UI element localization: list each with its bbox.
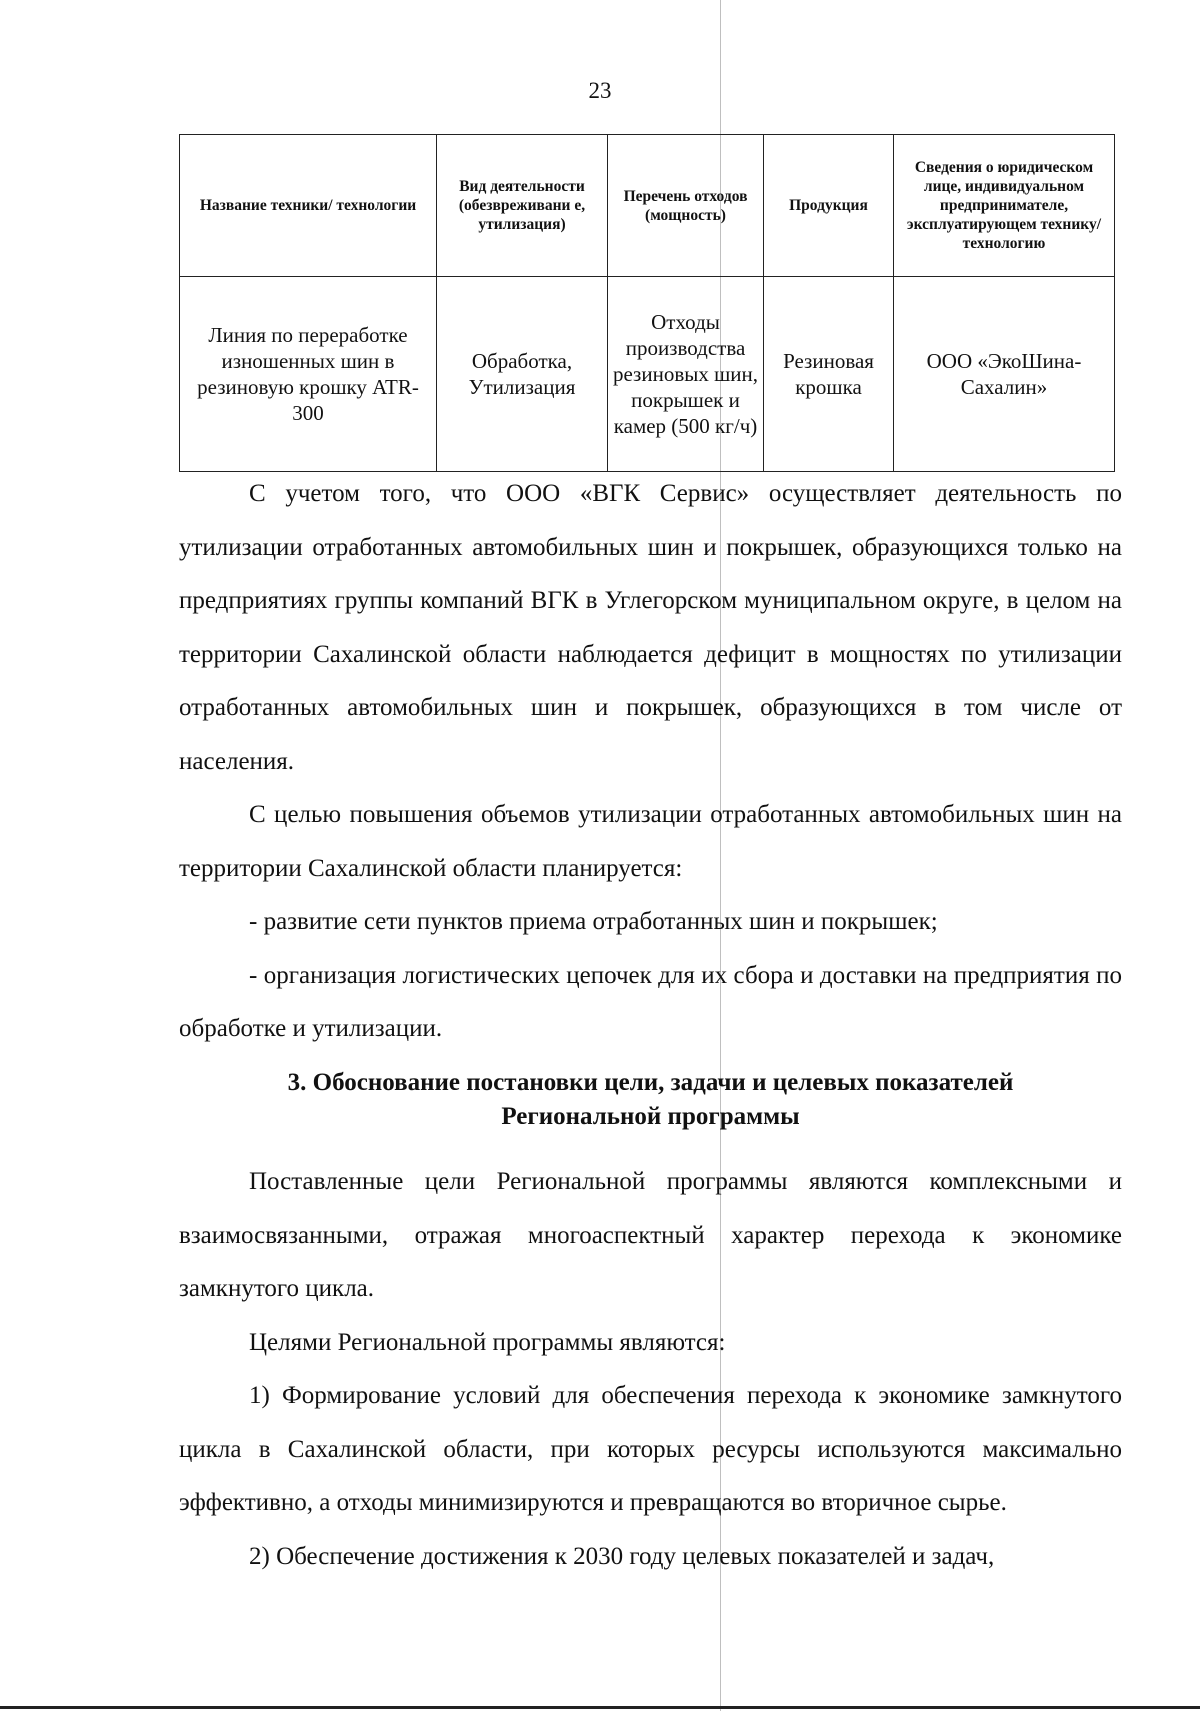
technology-table — [179, 134, 1115, 472]
body-text-section-1 — [179, 467, 1122, 1056]
header-technology-name: Название техники/ технологии — [180, 135, 437, 277]
paragraph-tire-deficit: С учетом того, что ООО «ВГК Сервис» осуществляет деятельность по утилизации отработанных автомобильных шин и покрышек, образующихся только на предприятиях группы компаний ВГК в Углегорском муниципальном округе, в целом на территории Сахалинской области наблюдается дефицит в мощностях по утилизации отработанных автомобильных шин и покрышек, образующихся в том числе от населения. — [179, 480, 1122, 775]
paragraph-goal-1: 1) Формирование условий для обеспечения перехода к экономике замкнутого цикла в Сахалинской области, при которых ресурсы используются максимально эффективно, а отходы минимизируются и превращаются во вторичное сырье. — [179, 1382, 1122, 1516]
list-item-logistics-chains: - организация логистических цепочек для их сбора и доставки на предприятия по обработке и утилизации. — [179, 961, 1122, 1042]
cell-activity-type: Обработка, Утилизация — [437, 277, 608, 472]
section-heading-line-1: 3. Обоснование постановки цели, задачи и целевых показателей — [287, 1069, 1014, 1096]
paragraph-goals-intro: Поставленные цели Региональной программы являются комплексными и взаимосвязанными, отражая многоаспектный характер перехода к экономике замкнутого цикла. — [179, 1168, 1122, 1302]
header-waste-list: Перечень отходов (мощность) — [608, 135, 764, 277]
body-text-section-2 — [179, 1155, 1122, 1583]
section-heading — [179, 1066, 1122, 1134]
table-header-row — [180, 135, 1115, 277]
paragraph-planned-measures: С целью повышения объемов утилизации отработанных автомобильных шин на территории Сахалинской области планируется: — [179, 801, 1122, 882]
paragraph-goal-2: 2) Обеспечение достижения к 2030 году целевых показателей и задач, — [249, 1542, 995, 1570]
section-heading-line-2: Региональной программы — [501, 1103, 800, 1130]
cell-operator-info: ООО «ЭкоШина-Сахалин» — [894, 277, 1115, 472]
scan-bottom-edge — [0, 1706, 1200, 1709]
page-number: 23 — [588, 78, 612, 103]
header-operator-info: Сведения о юридическом лице, индивидуальном предпринимателе, эксплуатирующем технику/технологию — [894, 135, 1115, 277]
cell-technology-name: Линия по переработке изношенных шин в резиновую крошку ATR-300 — [180, 277, 437, 472]
list-item-collection-network: - развитие сети пунктов приема отработанных шин и покрышек; — [249, 908, 938, 935]
header-activity-type: Вид деятельности (обезвреживани е, утилизация) — [437, 135, 608, 277]
cell-product: Резиновая крошка — [764, 277, 894, 472]
cell-waste-list: Отходы производства резиновых шин, покрышек и камер (500 кг/ч) — [608, 277, 764, 472]
header-product: Продукция — [764, 135, 894, 277]
table-row — [180, 277, 1115, 472]
paragraph-goals-lead: Целями Региональной программы являются: — [249, 1328, 726, 1356]
